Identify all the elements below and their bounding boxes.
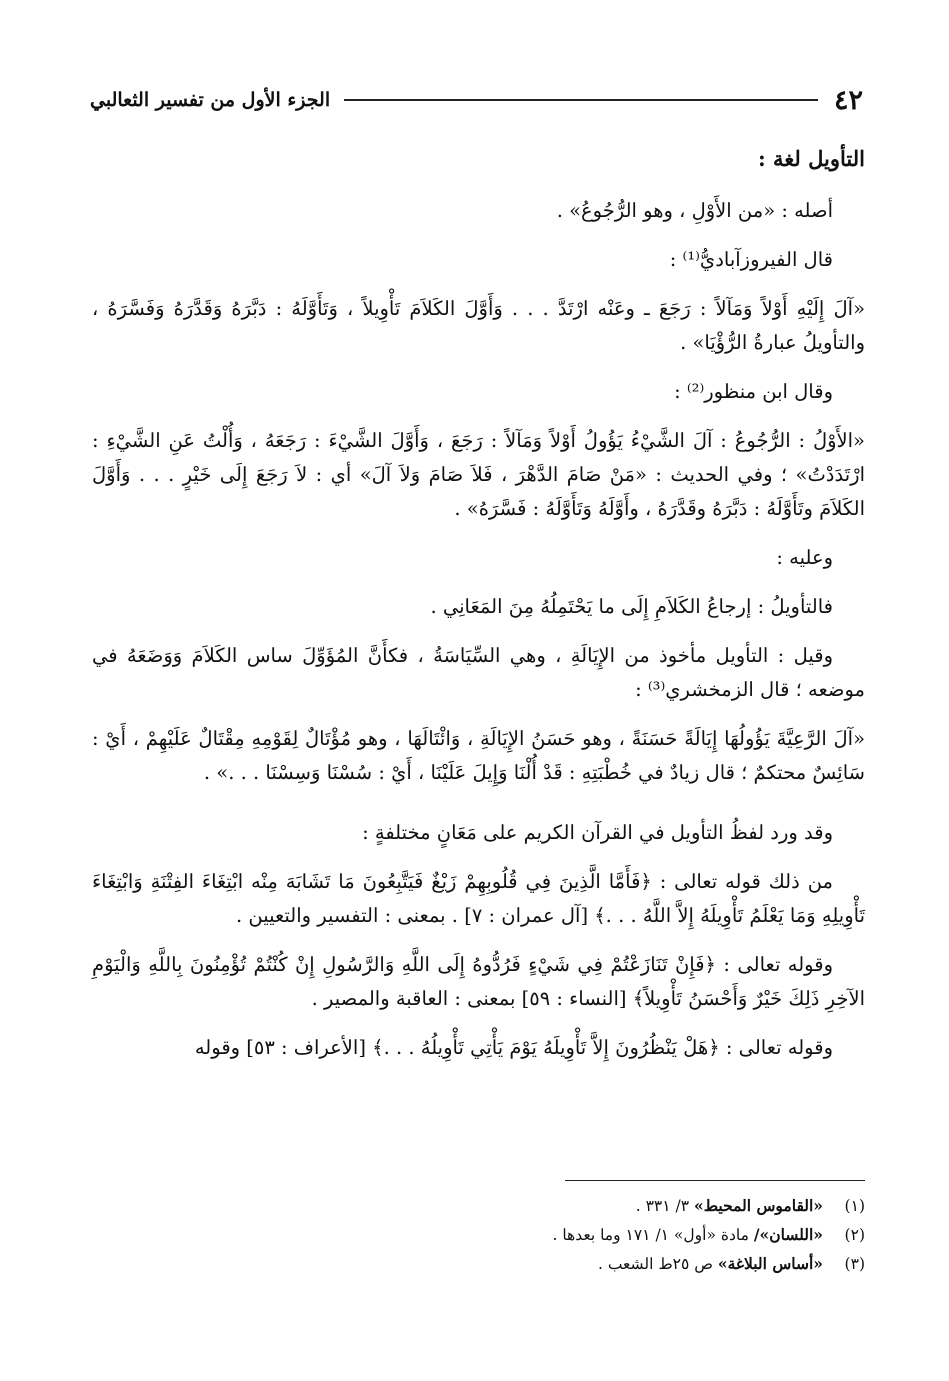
paragraph: وقد ورد لفظُ التأويل في القرآن الكريم على مَعَانٍ مختلفةٍ : [362, 821, 833, 844]
running-title: الجزء الأول من تفسير الثعالبي [90, 89, 331, 111]
paragraph: قال الفيروزآباديُّ⁽¹⁾ : [669, 248, 833, 271]
quote-paragraph: «الأَوْلُ : الرُّجُوعُ : آلَ الشَّيْءُ يَؤُولُ أَوْلاً وَمَآلاً : رَجَعَ ، وَأَوَّلَ الشَّيْءَ : رَجَعَهُ ، وَأُلْتُ عَنِ الشَّيْءِ : ارْتَدَدْتُ» ؛ وفي الحديث : «مَنْ صَامَ الدَّهْرَ ، فَلاَ صَامَ وَلاَ آلَ» أي : لاَ رَجَعَ إِلَى خَيْرٍ . . . وَأَوَّلَ الكَلاَمَ وتَأَوَّلَهُ : دَبَّرَهُ وقَدَّرَهُ ، وأَوَّلَهُ وَتَأَوَّلَهُ : فَسَّرَهُ» . [92, 429, 865, 520]
quote-paragraph: «آلَ الرَّعِيَّةَ يَؤُولُهَا إِيَالَةً حَسَنَةً ، وهو حَسَنُ الإِيَالَةِ ، وَائْتَالَهَا ، وهو مُؤْتَالٌ لِقَوْمِهِ مِقْتَالٌ عَلَيْهِمْ ، أَيْ : سَائِسٌ محتكمٌ ؛ قال زيادٌ في خُطْبَتِهِ : قَدْ أُلْنَا وَإِيلَ عَلَيْنَا ، أَيْ : سُسْنَا وَسِسْنَا . . .» . [92, 727, 865, 784]
paragraph: وعليه : [776, 546, 833, 569]
paragraph: فالتأويلُ : إرجاعُ الكَلاَمِ إِلَى ما يَحْتَمِلُهُ مِنَ المَعَانِي . [430, 595, 833, 618]
footnote-source: «القاموس المحيط» [694, 1196, 823, 1215]
footnote-source: «اللسان»/ [753, 1225, 823, 1244]
page-number: ٤٢ [833, 84, 863, 116]
paragraph: وقوله تعالى : ﴿فَإِنْ تَنَازَعْتُمْ فِي شَيْءٍ فَرُدُّوهُ إِلَى اللَّهِ وَالرَّسُولِ إِنْ كُنْتُمْ تُؤْمِنُونَ بِاللَّهِ وَالْيَوْمِ الآخِرِ ذَلِكَ خَيْرٌ وَأَحْسَنُ تَأْوِيلاً﴾ [النساء : ٥٩] بمعنى : العاقبة والمصير . [92, 953, 865, 1010]
section-title: التأويل لغة : [757, 146, 865, 171]
footnote-number: (٢) [844, 1226, 865, 1244]
paragraph: وقال ابن منظور⁽²⁾ : [674, 380, 833, 403]
page-header [90, 82, 863, 118]
quote-paragraph: «آلَ إِلَيْهِ أَوْلاً وَمَآلاً : رَجَعَ ـ وعَنْه ارْتَدَّ . . . وَأَوَّلَ الكَلاَمَ تَأْوِيلاً ، وَتَأَوَّلَهُ : دَبَّرَهُ وَقَدَّرَهُ وَفَسَّرَهُ ، والتأويلُ عبارةُ الرُّؤْيَا» . [92, 297, 865, 354]
footnote-detail: مادة «أول» ١/ ١٧١ وما بعدها . [552, 1226, 754, 1244]
footnote-detail: ٣/ ٣٣١ . [635, 1197, 695, 1215]
footnote-source: «أساس البلاغة» [717, 1254, 823, 1273]
paragraph: أصله : «من الأَوْلِ ، وهو الرُّجُوعُ» . [556, 199, 833, 222]
paragraph: وقوله تعالى : ﴿هَلْ يَنْظُرُونَ إِلاَّ تَأْوِيلَهُ يَوْمَ يَأْتِي تَأْوِيلُهُ . . .﴾ [الأعراف : ٥٣] وقوله [194, 1036, 833, 1059]
footnote-item [200, 1250, 865, 1278]
footnote-number: (١) [844, 1197, 865, 1215]
footnotes [200, 1192, 865, 1279]
footnote-number: (٣) [844, 1255, 865, 1273]
footnote-rule [565, 1180, 865, 1181]
header-rule [344, 99, 818, 101]
footnote-detail: ص ٢٥ط الشعب . [597, 1255, 718, 1273]
paragraph: من ذلك قوله تعالى : ﴿فَأَمَّا الَّذِينَ فِي قُلُوبِهِمْ زَيْغٌ فَيَتَّبِعُونَ مَا تَشَابَهَ مِنْه ابْتِغَاءَ الفِتْنَةِ وَابْتِغَاءَ تَأْوِيلِهِ وَمَا يَعْلَمُ تَأْوِيلَهُ إِلاَّ اللَّهُ . . .﴾ [آل عمران : ٧] . بمعنى : التفسير والتعيين . [92, 870, 865, 927]
footnote-item [200, 1221, 865, 1249]
main-text [92, 142, 865, 1080]
paragraph: وقيل : التأويل مأخوذ من الإِيَالَةِ ، وهي السِّيَاسَةُ ، فكأَنَّ المُؤَوِّلَ ساس الكَلاَمَ وَوَضَعَهُ في موضعه ؛ قال الزمخشري⁽³⁾ : [92, 644, 865, 701]
footnote-item [200, 1192, 865, 1220]
